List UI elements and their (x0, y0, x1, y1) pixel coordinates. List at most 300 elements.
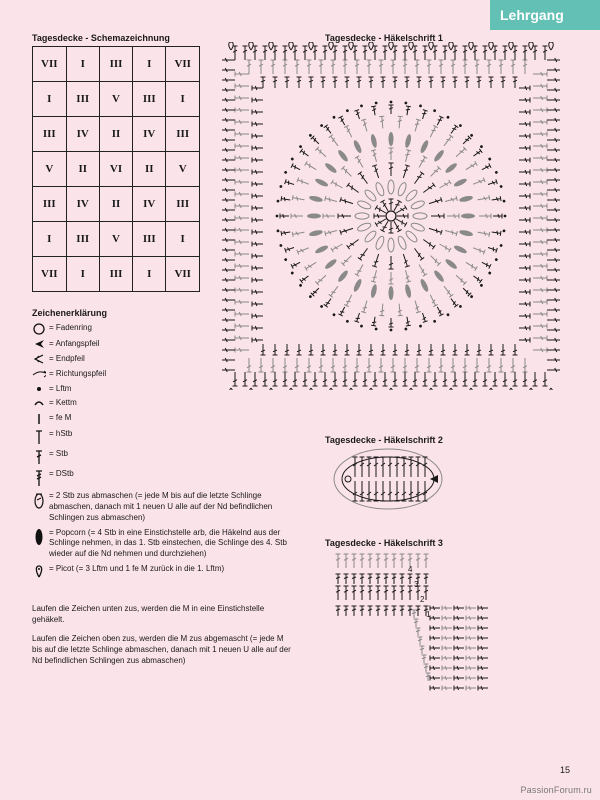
stitch-shape (444, 228, 457, 236)
stitch-shape (400, 586, 405, 600)
popcorn-mark (388, 132, 393, 146)
stitch-shape (463, 372, 468, 386)
chain-mark (346, 109, 350, 113)
stitch-shape (523, 46, 528, 60)
picot-shape (469, 388, 474, 390)
stitch-shape (422, 237, 435, 249)
stitch-mark (384, 554, 389, 568)
stitch-shape (252, 278, 263, 283)
chain-shape (390, 101, 393, 104)
stitch-mark (389, 199, 394, 210)
stitch-shape (478, 656, 488, 661)
schema-cell: VII (166, 257, 200, 292)
stitch-mark (547, 278, 560, 283)
stitch-mark (402, 481, 407, 501)
stitch-shape (392, 574, 397, 584)
stitch-shape (513, 344, 518, 355)
stitch-shape (478, 626, 488, 631)
stitch-shape (352, 606, 357, 616)
stitch-mark (252, 338, 263, 343)
stitch-mark (313, 46, 318, 60)
stitch-shape (547, 288, 560, 293)
popcorn-shape (314, 244, 329, 255)
stitch-shape (352, 586, 357, 600)
stitch-shape (547, 58, 560, 63)
stitch-shape (433, 372, 438, 386)
stitch-shape (430, 686, 440, 691)
stitch-shape (353, 46, 358, 60)
stitch-shape (235, 228, 249, 233)
stitch-shape (430, 616, 440, 621)
stitch-mark (281, 196, 291, 202)
stitch-shape (369, 77, 374, 88)
stitch-mark (384, 586, 389, 600)
stitch-mark (222, 158, 235, 163)
stitch-mark (376, 606, 381, 616)
chain-shape (332, 313, 336, 317)
stitch-mark (430, 626, 440, 631)
stitch-mark (222, 188, 235, 193)
stitch-mark (397, 214, 408, 219)
chain-mark (433, 109, 437, 113)
stitch-shape (519, 302, 530, 307)
stitch-shape (281, 196, 291, 202)
stitch-shape (340, 197, 354, 206)
stitch-shape (283, 60, 288, 74)
stitch-mark (354, 110, 362, 120)
stitch-mark (430, 606, 440, 611)
stitch-shape (360, 554, 365, 568)
stitch-shape (389, 222, 394, 233)
stitch-shape (379, 303, 385, 315)
stitch-mark (235, 96, 249, 101)
stitch-shape (338, 306, 347, 316)
legend-item (32, 469, 294, 487)
picot-mark (529, 42, 534, 50)
chain-dot-icon (32, 384, 46, 394)
schema-cell: I (33, 82, 67, 117)
stitch-mark (367, 358, 372, 372)
stitch-shape (235, 180, 249, 185)
stitch-shape (313, 46, 318, 60)
stitch-mark (533, 144, 547, 149)
stitch-mark (324, 297, 333, 307)
stitch-shape (280, 214, 289, 219)
picot-shape (269, 388, 274, 390)
stitch-mark (477, 195, 490, 202)
stitch-shape (463, 358, 468, 372)
stitch-mark (343, 358, 348, 372)
picot-shape (249, 388, 254, 390)
stitch-mark (428, 294, 438, 307)
stitch-shape (451, 358, 456, 372)
stitch-mark (344, 586, 349, 600)
stitch-mark (222, 238, 235, 243)
oval-guide (334, 449, 442, 509)
stitch-mark (319, 60, 324, 74)
stitch-mark (533, 216, 547, 221)
picot-mark (349, 42, 354, 50)
stitch-mark (297, 77, 302, 88)
stitch-shape (222, 58, 235, 63)
stitch-shape (336, 554, 341, 568)
stitch-mark (453, 46, 458, 60)
chain-mark (479, 145, 483, 149)
stitch-shape (293, 46, 298, 60)
popcorn-shape (352, 139, 363, 154)
stitch-mark (371, 106, 377, 116)
stitch-shape (547, 178, 560, 183)
stitch-shape (420, 646, 425, 654)
stitch-mark (511, 60, 516, 74)
popcorn-mark (444, 162, 458, 175)
stitch-mark (491, 229, 501, 235)
picot-shape (289, 388, 294, 390)
stitch-shape (389, 272, 394, 284)
stitch-mark (416, 457, 421, 477)
picot-mark (229, 42, 234, 50)
popcorn-mark (444, 258, 458, 271)
stitch-shape (347, 183, 360, 195)
stitch-mark (519, 122, 530, 127)
stitch-shape (355, 358, 360, 372)
stitch-shape (478, 686, 488, 691)
stitch-mark (430, 676, 440, 681)
stitch-mark (340, 226, 354, 235)
stitch-mark (235, 108, 249, 113)
schema-row (33, 117, 200, 152)
stitch-shape (503, 372, 508, 386)
stitch-shape (235, 264, 249, 269)
schema-row (33, 152, 200, 187)
stitch-mark (533, 252, 547, 257)
stitch-shape (397, 214, 408, 219)
stitch-shape (519, 326, 530, 331)
stitch-shape (423, 372, 428, 386)
stitch-mark (423, 46, 428, 60)
stitch-shape (442, 666, 452, 671)
stitch-shape (435, 306, 444, 316)
stitch-mark (347, 183, 360, 195)
stitch-shape (523, 358, 528, 372)
stitch-shape (325, 228, 338, 236)
stitch-mark (353, 457, 358, 477)
stitch-shape (233, 46, 238, 60)
stitch-mark (405, 344, 410, 355)
chain-mark (279, 185, 282, 188)
stitch-shape (285, 245, 295, 253)
stitch-shape (547, 278, 560, 283)
stitch-mark (489, 77, 494, 88)
stitch-mark (333, 372, 338, 386)
schema-cell: VII (166, 47, 200, 82)
chain-mark (390, 329, 393, 332)
stitch-shape (379, 116, 385, 128)
stitch-mark (252, 182, 263, 187)
stitch-shape (235, 144, 249, 149)
chain-mark (308, 133, 312, 137)
stitch-shape (222, 298, 235, 303)
stitch-mark (463, 372, 468, 386)
stitch-shape (235, 312, 249, 317)
cluster-mark (413, 213, 427, 219)
stitch-shape (283, 372, 288, 386)
popcorn-mark (314, 244, 329, 255)
stitch-mark (547, 308, 560, 313)
schema-cell: III (33, 117, 67, 152)
stitch-shape (547, 338, 560, 343)
stitch-mark (292, 195, 305, 202)
stitch-shape (222, 248, 235, 253)
chain-mark (320, 304, 324, 308)
schema-cell: I (33, 222, 67, 257)
stitch-mark (297, 178, 310, 187)
stitch-mark (235, 324, 249, 329)
popcorn-mark (370, 284, 378, 299)
stitch-mark (408, 574, 413, 584)
stitch-mark (401, 253, 410, 267)
picot-shape (349, 388, 354, 390)
stitch-mark (416, 606, 421, 616)
stitch-shape (466, 676, 476, 681)
stitch-mark (355, 60, 360, 74)
stitch-shape (222, 168, 235, 173)
stitch-mark (283, 60, 288, 74)
stitch-shape (466, 616, 476, 621)
stitch-mark (389, 105, 394, 114)
stitch-shape (449, 125, 458, 135)
popcorn-shape (324, 162, 338, 175)
stitch-shape (393, 344, 398, 355)
stitch-shape (465, 260, 478, 271)
cluster-shape (410, 199, 425, 210)
stitch-mark (235, 300, 249, 305)
picot-shape (509, 388, 514, 390)
chain-mark (308, 295, 312, 299)
stitch-mark (338, 116, 347, 126)
popcorn-mark (337, 149, 350, 163)
stitch-mark (519, 206, 530, 211)
stitch-mark (442, 646, 452, 651)
stitch-mark (493, 214, 502, 219)
stitch-mark (336, 586, 341, 600)
stitch-shape (533, 300, 547, 305)
stitch-mark (420, 646, 425, 654)
stitch-mark (235, 312, 249, 317)
chain-mark (404, 101, 407, 104)
stitch-mark (429, 254, 441, 266)
stitch-shape (235, 336, 249, 341)
stitch-mark (442, 666, 452, 671)
note-bottom-join: Laufen die Zeichen unten zus, werden die M in eine Einstichstelle gehäkelt. (32, 604, 265, 624)
chain-shape (499, 185, 502, 188)
stitch-mark (222, 318, 235, 323)
picot-mark (469, 388, 474, 390)
stitch-shape (442, 636, 452, 641)
stitch-mark (391, 358, 396, 372)
stitch-mark (379, 116, 385, 128)
stitch-shape (259, 358, 264, 372)
stitch-shape (285, 344, 290, 355)
stitch-mark (461, 136, 471, 146)
stitch-mark (352, 606, 357, 616)
stitch-mark (478, 626, 488, 631)
stitch-mark (344, 125, 354, 138)
stitch-mark (252, 278, 263, 283)
popcorn-shape (352, 278, 363, 293)
stitch-shape (345, 77, 350, 88)
chain-shape (419, 324, 422, 327)
stitch-shape (519, 290, 530, 295)
cluster-mark (410, 222, 425, 233)
schema-cell: V (99, 222, 132, 257)
stitch-mark (423, 372, 428, 386)
row-number-label: 1 (426, 610, 431, 619)
stitch-shape (358, 172, 370, 185)
chain-shape (276, 215, 279, 218)
stitch-mark (438, 180, 451, 190)
stitch-shape (414, 619, 419, 627)
stitch-mark (303, 46, 308, 60)
picot-shape (369, 42, 374, 50)
stitch-shape (222, 198, 235, 203)
double-crochet-icon (32, 449, 46, 465)
chain-shape (284, 258, 288, 262)
stitch-mark (297, 245, 310, 254)
cluster-shape (388, 238, 394, 252)
chain-shape (279, 244, 282, 247)
stitch-shape (547, 138, 560, 143)
stitch-mark (235, 348, 249, 353)
stitch-mark (373, 372, 378, 386)
stitch-shape (533, 204, 547, 209)
stitch-mark (222, 78, 235, 83)
stitch-shape (430, 666, 440, 671)
stitch-mark (389, 256, 394, 269)
schema-cell: VII (33, 257, 67, 292)
stitch-shape (533, 108, 547, 113)
popcorn-mark (352, 278, 363, 293)
picot-mark (249, 42, 254, 50)
stitch-mark (466, 656, 476, 661)
stitch-shape (371, 269, 379, 282)
stitch-mark (235, 228, 249, 233)
stitch-shape (222, 228, 235, 233)
stitch-mark (283, 46, 288, 60)
stitch-mark (533, 240, 547, 245)
stitch-mark (395, 457, 400, 477)
stitch-mark (235, 240, 249, 245)
stitch-shape (403, 60, 408, 74)
stitch-shape (311, 286, 321, 296)
stitch-mark (463, 46, 468, 60)
chain-mark (470, 295, 474, 299)
stitch-shape (454, 686, 464, 691)
stitch-shape (252, 194, 263, 199)
stitch-shape (533, 276, 547, 281)
stitch-shape (235, 324, 249, 329)
popcorn-shape (404, 134, 412, 149)
schema-grid (32, 46, 200, 292)
stitch-mark (389, 318, 394, 327)
stitch-shape (465, 344, 470, 355)
chain-shape (375, 101, 378, 104)
popcorn-mark (370, 134, 378, 149)
stitch-shape (403, 150, 411, 163)
stitch-shape (368, 574, 373, 584)
note-top-join: Laufen die Zeichen oben zus, werden die M zus abgemascht (= jede M bis auf die letzte Schlinge abmaschen, danach mit 1 neuen U alle auf der Nd befindlichen Schlingen zus abmaschen) (32, 634, 291, 665)
stitch-mark (285, 245, 295, 253)
popcorn-mark (459, 229, 474, 237)
stitch-mark (371, 150, 379, 163)
stitch-shape (344, 586, 349, 600)
stitch-shape (519, 206, 530, 211)
stitch-mark (487, 245, 497, 253)
stitch-shape (547, 208, 560, 213)
picot-mark (549, 42, 554, 50)
stitch-shape (393, 77, 398, 88)
stitch-shape (222, 308, 235, 313)
picot-shape (229, 388, 234, 390)
stitch-shape (413, 46, 418, 60)
schema-cell: III (66, 82, 99, 117)
stitch-shape (519, 314, 530, 319)
stitch-shape (519, 278, 530, 283)
stitch-mark (533, 312, 547, 317)
chain-shape (502, 200, 505, 203)
stitch-mark (252, 158, 263, 163)
stitch-mark (391, 60, 396, 74)
stitch-shape (416, 606, 421, 616)
stitch-mark (547, 138, 560, 143)
picot-shape (309, 388, 314, 390)
stitch-shape (454, 636, 464, 641)
stitch-mark (415, 358, 420, 372)
picot-shape (489, 388, 494, 390)
stitch-shape (357, 77, 362, 88)
stitch-mark (478, 676, 488, 681)
chain-mark (404, 327, 407, 330)
stitch-shape (222, 108, 235, 113)
schema-cell: I (166, 222, 200, 257)
stitch-shape (235, 252, 249, 257)
popcorn-shape (309, 229, 324, 237)
legend-item-text: = DStb (49, 469, 74, 479)
stitch-mark (235, 84, 249, 89)
stitch-mark (447, 214, 459, 219)
stitch-shape (391, 60, 396, 74)
stitch-shape (547, 268, 560, 273)
stitch-mark (441, 344, 446, 355)
chain-shape (290, 271, 294, 275)
stitch-mark (519, 86, 530, 91)
stitch-shape (442, 686, 452, 691)
stitch-mark (222, 328, 235, 333)
stitch-mark (261, 344, 266, 355)
stitch-shape (281, 229, 291, 235)
stitch-mark (449, 125, 458, 135)
chart2-title: Tagesdecke - Häkelschrift 2 (325, 435, 443, 445)
stitch-shape (235, 96, 249, 101)
stitch-mark (361, 119, 369, 132)
chain-shape (433, 109, 437, 113)
stitch-shape (483, 372, 488, 386)
chain-shape (284, 171, 288, 175)
stitch-shape (547, 78, 560, 83)
stitch-mark (478, 636, 488, 641)
stitch-shape (235, 192, 249, 197)
schema-row (33, 82, 200, 117)
